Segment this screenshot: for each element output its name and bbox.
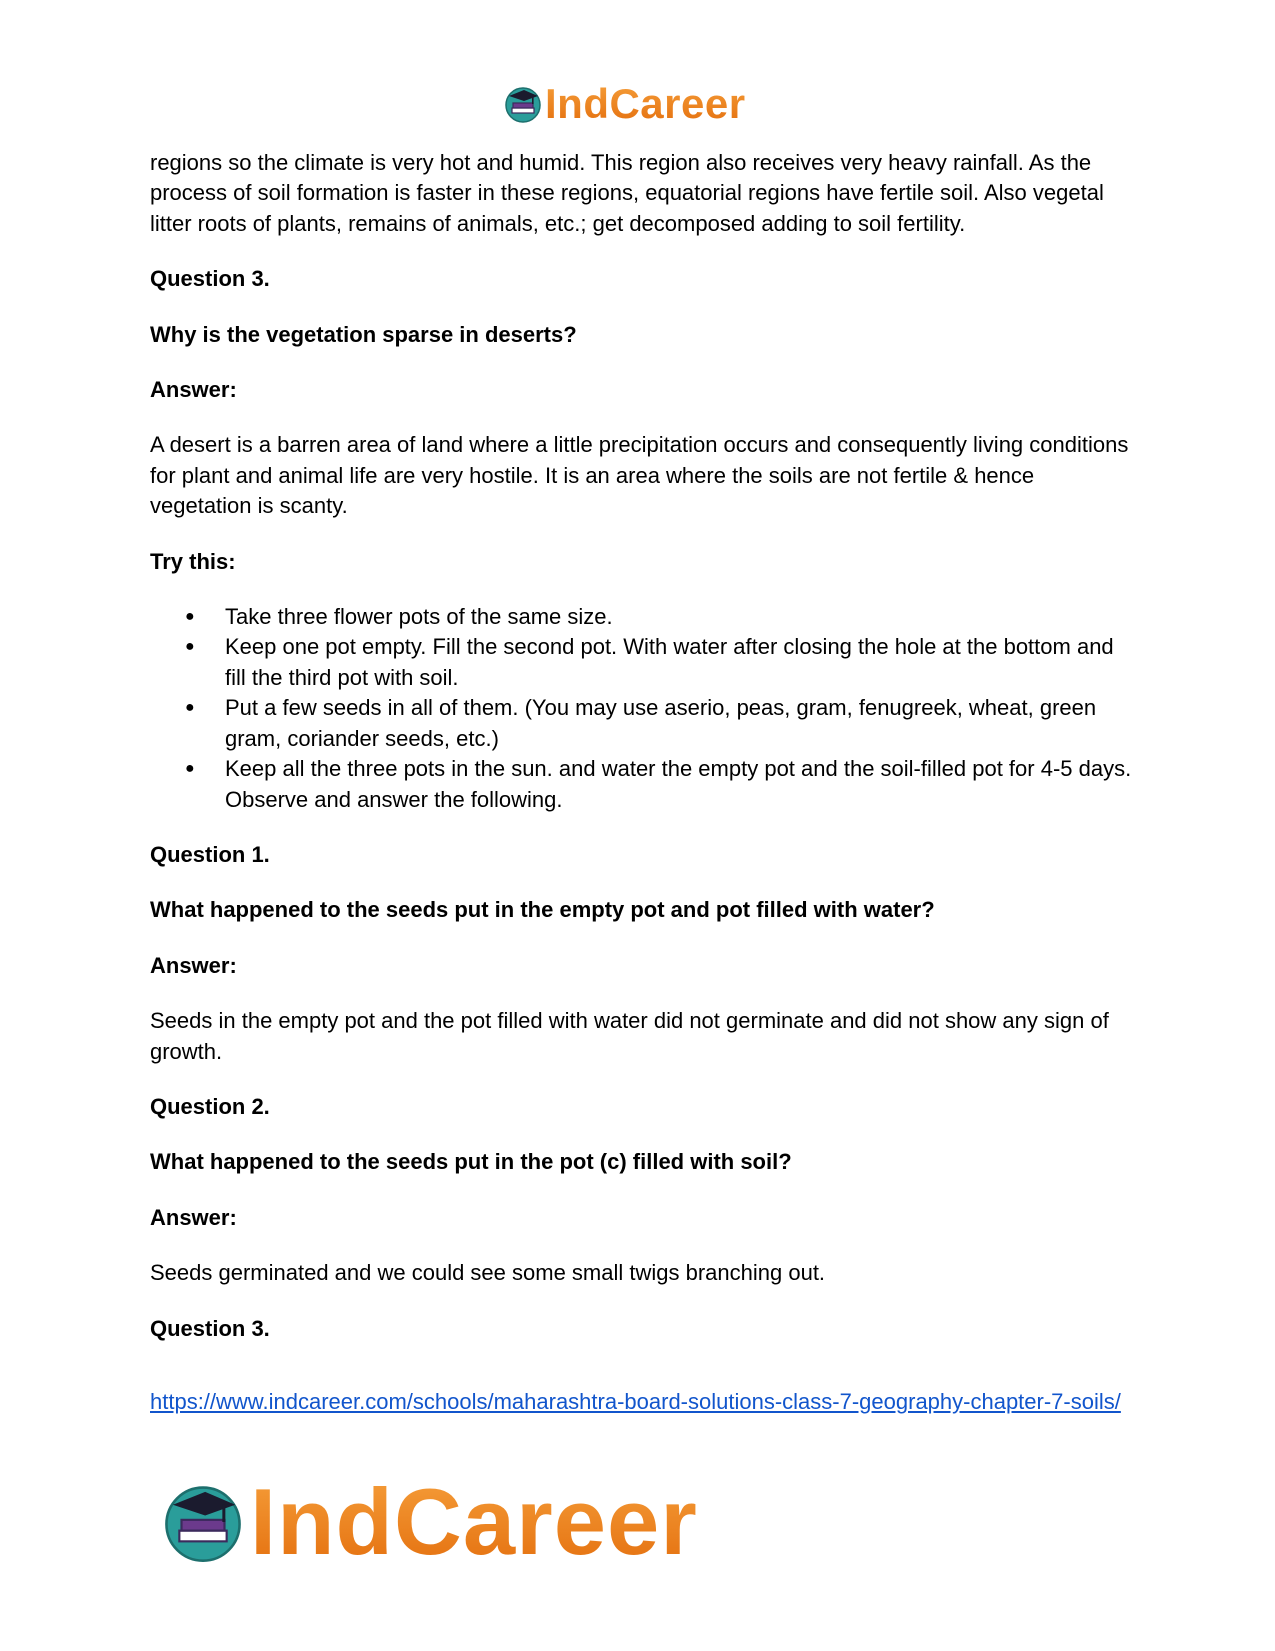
list-item-text: Keep one pot empty. Fill the second pot. With water after closing the hole at the bottom and fill the third pot with soil. xyxy=(225,634,1114,690)
list-item xyxy=(150,602,1135,632)
logo-wordmark: IndCareer xyxy=(545,80,746,127)
question-label: Question 3. xyxy=(150,1315,270,1341)
question-label: Question 1. xyxy=(150,841,270,867)
bullet-icon: ● xyxy=(185,699,195,717)
bullet-icon: ● xyxy=(185,760,195,778)
answer-text: A desert is a barren area of land where a little precipitation occurs and consequently living conditions for plant and animal life are very hostile. It is an area where the soils are not fertile & hence vegetation is scanty. xyxy=(150,432,1129,519)
graduation-cap-icon xyxy=(503,84,543,124)
footer-logo xyxy=(160,1468,698,1576)
bullet-icon: ● xyxy=(185,638,195,656)
graduation-cap-icon xyxy=(160,1479,246,1565)
list-item-text: Take three flower pots of the same size. xyxy=(225,604,613,630)
source-link[interactable]: https://www.indcareer.com/schools/maharashtra-board-solutions-class-7-geography-chapter-7-soils/ xyxy=(150,1389,1121,1414)
header-logo xyxy=(503,80,746,128)
try-this-list xyxy=(150,602,1135,815)
question-text: What happened to the seeds put in the empty pot and pot filled with water? xyxy=(150,897,935,923)
answer-label: Answer: xyxy=(150,377,237,403)
bullet-icon: ● xyxy=(185,608,195,626)
list-item-text: Put a few seeds in all of them. (You may use aserio, peas, gram, fenugreek, wheat, green gram, coriander seeds, etc.) xyxy=(225,695,1097,751)
answer-text: Seeds germinated and we could see some small twigs branching out. xyxy=(150,1260,826,1286)
intro-paragraph: regions so the climate is very hot and humid. This region also receives very heavy rainfall. As the process of soil formation is faster in these regions, equatorial regions have fertile soil. Also vegetal litter roots of plants, remains of animals, etc.; get decomposed adding to soil fertility. xyxy=(150,150,1104,236)
answer-label: Answer: xyxy=(150,952,237,978)
question-label: Question 2. xyxy=(150,1093,270,1119)
logo-wordmark: IndCareer xyxy=(250,1469,698,1574)
list-item xyxy=(150,632,1135,693)
answer-label: Answer: xyxy=(150,1204,237,1230)
question-label: Question 3. xyxy=(150,266,270,292)
list-item xyxy=(150,754,1135,815)
try-this-heading: Try this: xyxy=(150,548,236,574)
question-text: Why is the vegetation sparse in deserts? xyxy=(150,321,577,347)
document-body xyxy=(150,148,1135,1369)
answer-text: Seeds in the empty pot and the pot filled with water did not germinate and did not show any sign of growth. xyxy=(150,1008,1109,1064)
list-item xyxy=(150,693,1135,754)
question-text: What happened to the seeds put in the pot (c) filled with soil? xyxy=(150,1149,792,1175)
list-item-text: Keep all the three pots in the sun. and water the empty pot and the soil-filled pot for 4-5 days. Observe and answer the following. xyxy=(225,756,1132,812)
